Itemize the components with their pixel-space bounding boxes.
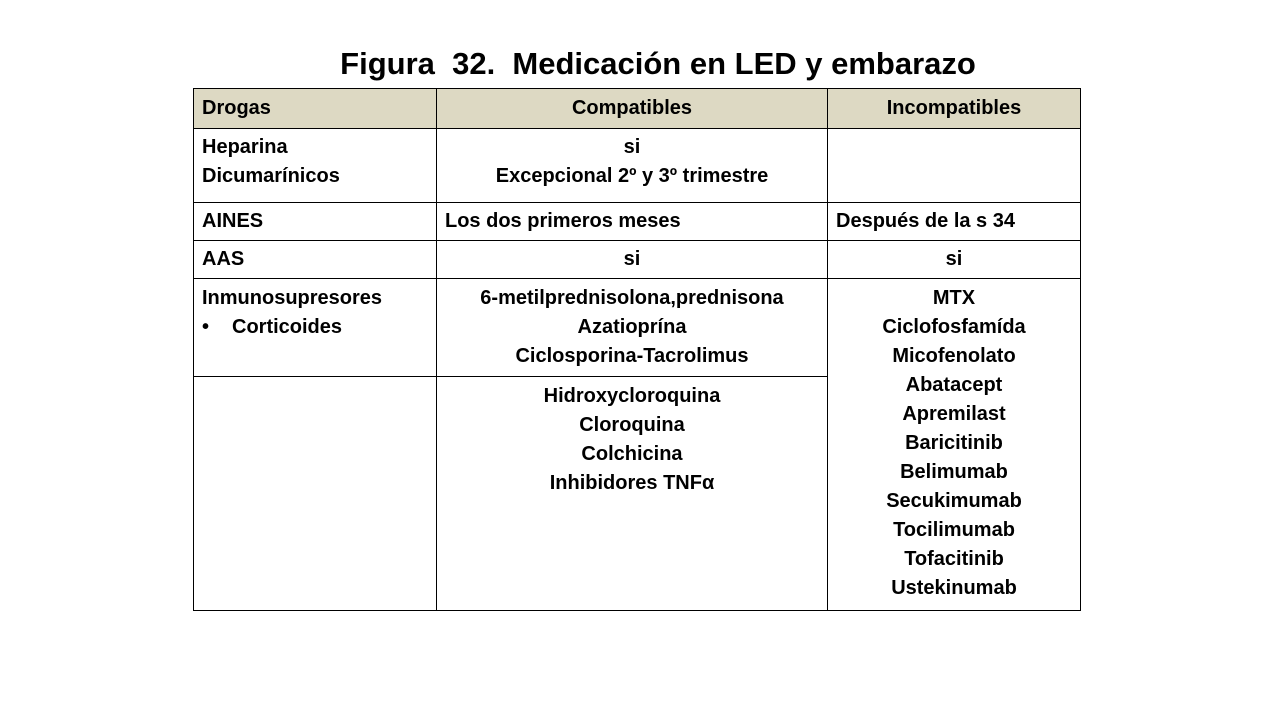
incompatible-text: Micofenolato [892,345,1016,367]
compatible-text: Excepcional 2º y 3º trimestre [495,165,769,187]
cell-compatible-aas: si [437,241,828,279]
incompatible-text: Ustekinumab [891,577,1017,599]
table-row-heparina [194,129,1081,203]
incompatible-text: Abatacept [905,374,1003,396]
table-row-aines [194,203,1081,241]
compatible-text: Colchicina [581,443,683,465]
drug-name: Heparina [202,136,288,158]
header-compatibles: Compatibles [437,89,828,129]
header-drogas: Drogas [194,89,437,129]
incompatible-text: Belimumab [900,461,1008,483]
bullet-item [202,313,428,342]
drug-name: Inmunosupresores [202,287,383,309]
compatible-text: Inhibidores TNFα [549,472,715,494]
cell-compatible-antipaludicos [437,377,828,611]
drug-subitem: Corticoides [232,316,343,338]
cell-drug-heparina [194,129,437,203]
compatible-text: Cloroquina [579,414,685,436]
compatible-text: 6-metilprednisolona,prednisona [480,287,784,309]
cell-incompatible-inmunosupresores [828,279,1081,611]
cell-drug-aines: AINES [194,203,437,241]
cell-incompatible-aas: si [828,241,1081,279]
cell-drug-aas: AAS [194,241,437,279]
cell-compatible-heparina [437,129,828,203]
incompatible-text: Tocilimumab [893,519,1015,541]
incompatible-text: Secukimumab [886,490,1022,512]
cell-compatible-aines: Los dos primeros meses [437,203,828,241]
header-incompatibles: Incompatibles [828,89,1081,129]
incompatible-text: Apremilast [902,403,1006,425]
figure-title: Figura 32. Medicación en LED y embarazo [340,46,976,81]
compatible-text: Ciclosporina-Tacrolimus [515,345,749,367]
cell-compatible-inmunosupresores [437,279,828,377]
table-row-aas [194,241,1081,279]
cell-incompatible-aines: Después de la s 34 [828,203,1081,241]
incompatible-text: Tofacitinib [904,548,1004,570]
table-row-inmunosupresores [194,279,1081,377]
drug-name: Dicumarínicos [202,165,340,187]
incompatible-text: Ciclofosfamída [882,316,1026,338]
cell-incompatible-heparina [828,129,1081,203]
bullet-icon: • [202,316,210,338]
compatible-text: si [623,136,641,158]
compatible-text: Hidroxycloroquina [543,385,721,407]
cell-drug-inmunosupresores [194,279,437,377]
medication-table [193,88,1081,611]
cell-drug-empty [194,377,437,611]
table-header-row [194,89,1081,129]
incompatible-text: Baricitinib [905,432,1003,454]
incompatible-text: MTX [932,287,976,309]
compatible-text: Azatioprína [577,316,687,338]
